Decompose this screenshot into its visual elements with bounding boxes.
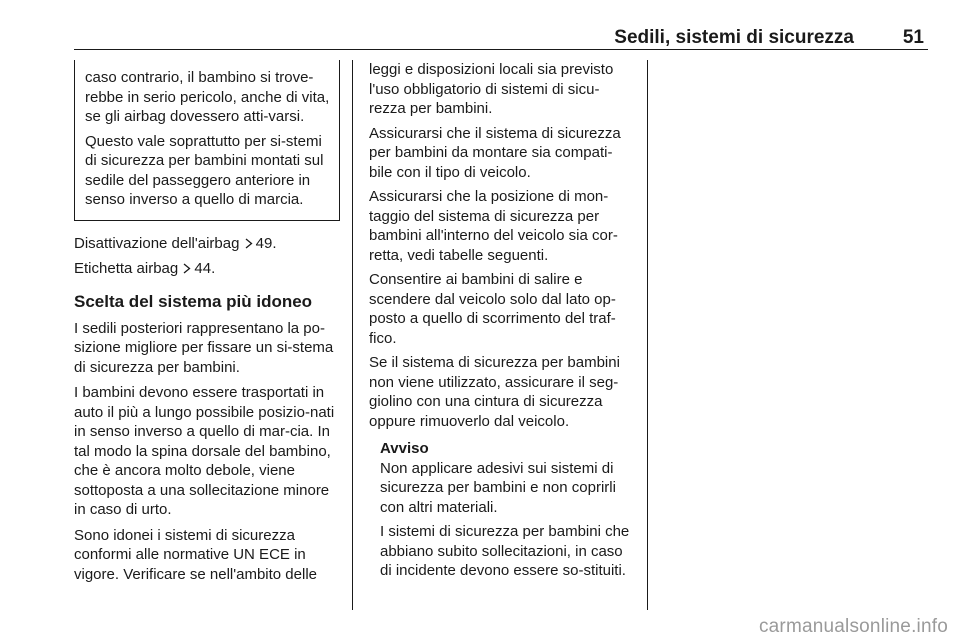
left-column — [74, 60, 340, 584]
right-column — [369, 60, 633, 581]
page-header — [74, 27, 928, 49]
body-paragraph: Assicurarsi che la posizione di mon-taggio del sistema di sicurezza per bambini all'interno del veicolo sia cor-retta, vedi tabelle seguenti. — [369, 188, 618, 264]
header-rule — [74, 49, 928, 50]
page-number: 51 — [902, 27, 924, 48]
note-block — [380, 439, 633, 581]
section-heading: Scelta del sistema più idoneo — [74, 291, 313, 311]
arrow-ref-icon — [245, 238, 253, 249]
body-paragraph: Se il sistema di sicurezza per bambini non viene utilizzato, assicurare il seg-giolino con una cintura di sicurezza oppure rimuoverlo dal veicolo. — [369, 354, 620, 430]
body-paragraph: I sedili posteriori rappresentano la po-sizione migliore per fissare un si-stema di sicurezza per bambini. — [74, 319, 334, 376]
warning-paragraph: caso contrario, il bambino si trove-rebbe in serio pericolo, anche di vita, se gli airbag dovessero atti-varsi. — [85, 69, 330, 125]
note-title: Avviso — [380, 440, 429, 457]
body-paragraph: Assicurarsi che il sistema di sicurezza per bambini da montare sia compati-bile con il tipo di veicolo. — [369, 124, 621, 181]
body-paragraph: Consentire ai bambini di salire e scendere dal veicolo solo dal lato op-posto a quello di scorrimento del traf-fico. — [369, 271, 616, 347]
cross-reference[interactable] — [74, 259, 340, 279]
arrow-ref-icon — [183, 263, 191, 274]
body-paragraph: Sono idonei i sistemi di sicurezza conformi alle normative UN ECE in vigore. Verificare se nell'ambito delle — [74, 526, 317, 583]
cross-reference[interactable] — [74, 234, 340, 254]
watermark: carmanualsonline.info — [758, 616, 948, 637]
note-paragraph: Non applicare adesivi sui sistemi di sicurezza per bambini e non coprirli con altri materiali. — [380, 459, 616, 516]
body-paragraph: I bambini devono essere trasportati in auto il più a lungo possibile posizio-nati in senso inverso a quello di mar-cia. In tal modo la spina dorsale del bambino, che è ancora molto debole, viene sottoposta a una sollecitazione minore in caso di urto. — [74, 384, 335, 518]
note-paragraph: I sistemi di sicurezza per bambini che abbiano subito sollecitazioni, in caso di incidente devono essere so-stituiti. — [380, 523, 630, 579]
cross-reference-text: Disattivazione dell'airbag — [74, 234, 240, 252]
warning-box — [74, 60, 340, 221]
page-title: Sedili, sistemi di sicurezza — [614, 27, 854, 48]
column-divider-right — [647, 60, 648, 610]
warning-paragraph: Questo vale soprattutto per si-stemi di sicurezza per bambini montati sul sedile del passeggero anteriore in senso inverso a quello di marcia. — [85, 132, 324, 208]
column-divider — [352, 60, 353, 610]
body-paragraph: leggi e disposizioni locali sia previsto l'uso obbligatorio di sistemi di sicu-rezza per bambini. — [369, 61, 614, 117]
cross-reference-text: Etichetta airbag — [74, 260, 179, 277]
cross-reference-page: 44. — [194, 260, 216, 277]
cross-reference-page: 49. — [255, 234, 277, 252]
